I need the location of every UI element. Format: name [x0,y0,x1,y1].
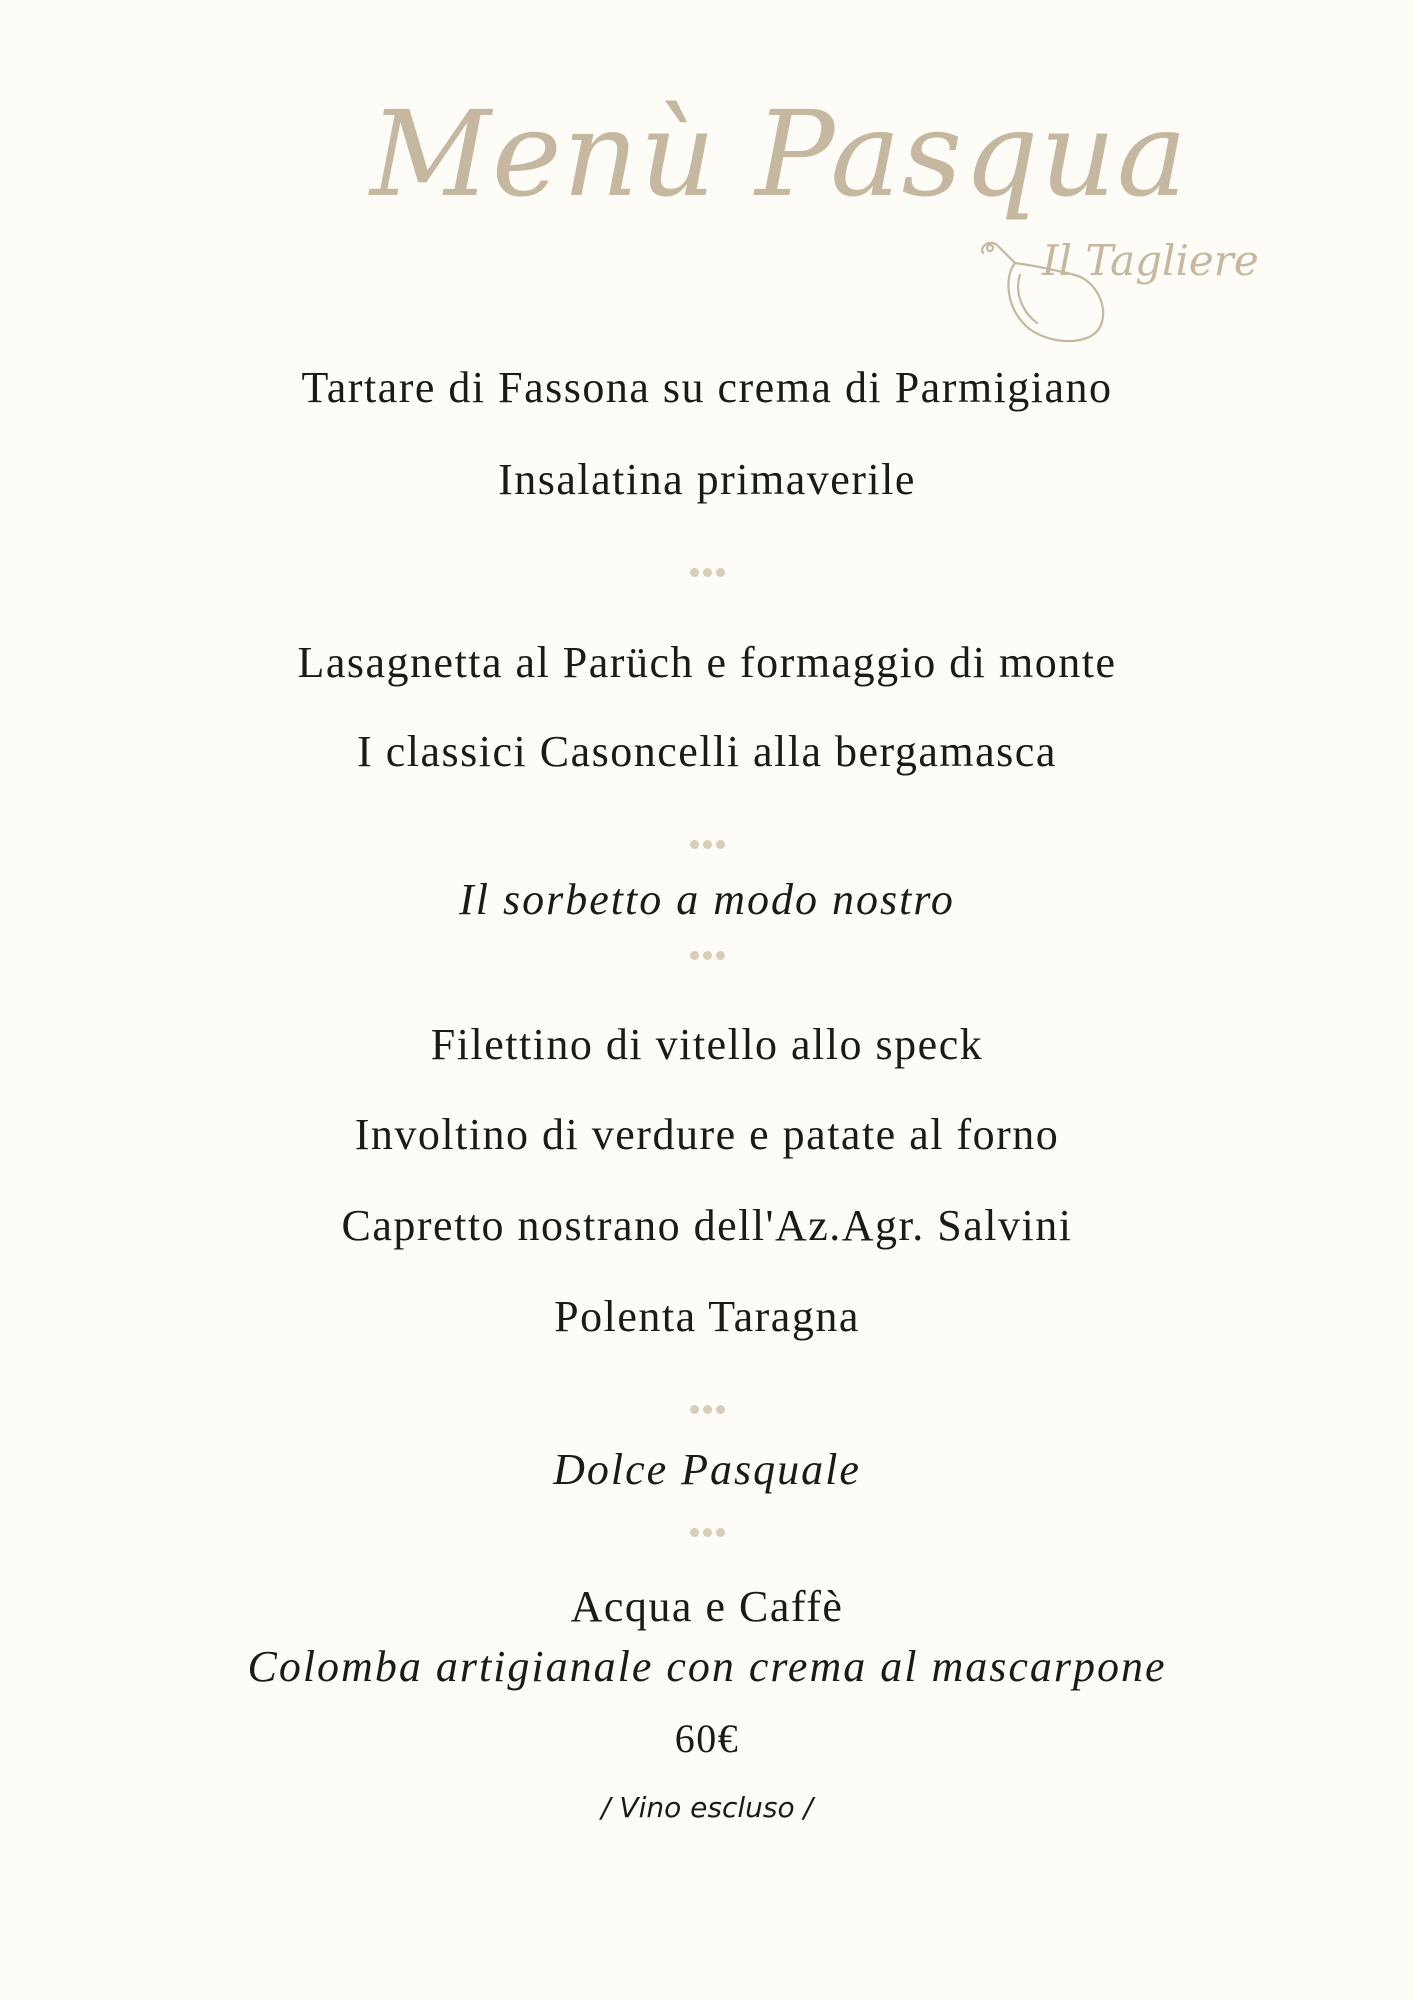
menu-item-insalatina: Insalatina primaverile [498,455,916,504]
menu-item-casoncelli: I classici Casoncelli alla bergamasca [357,727,1057,776]
separator-dots [0,1522,1414,1536]
menu-item-sorbetto: Il sorbetto a modo nostro [459,875,955,924]
menu-item-tartare: Tartare di Fassona su crema di Parmigiano [301,363,1113,412]
menu-item-acqua-caffe: Acqua e Caffè [570,1582,844,1631]
menu-item-capretto: Capretto nostrano dell'Az.Agr. Salvini [341,1201,1073,1250]
menu-item-lasagnetta: Lasagnetta al Parüch e formaggio di monte [297,638,1117,687]
separator-dots [0,834,1414,848]
separator-dots [0,945,1414,959]
wine-note: / Vino escluso / [601,1791,813,1824]
brand-name: Il Tagliere [1042,236,1259,285]
menu-item-filettino: Filettino di vitello allo speck [430,1020,984,1069]
separator-dots [0,1399,1414,1413]
menu-item-polenta: Polenta Taragna [554,1292,860,1341]
menu-item-dolce: Dolce Pasquale [553,1445,861,1494]
menu-item-involtino: Involtino di verdure e patate al forno [354,1110,1060,1159]
menu-item-colomba: Colomba artigianale con crema al mascarpone [247,1642,1167,1691]
menu-price: 60€ [674,1716,740,1761]
separator-dots [0,562,1414,576]
menu-title: Menù Pasqua [370,85,1189,223]
